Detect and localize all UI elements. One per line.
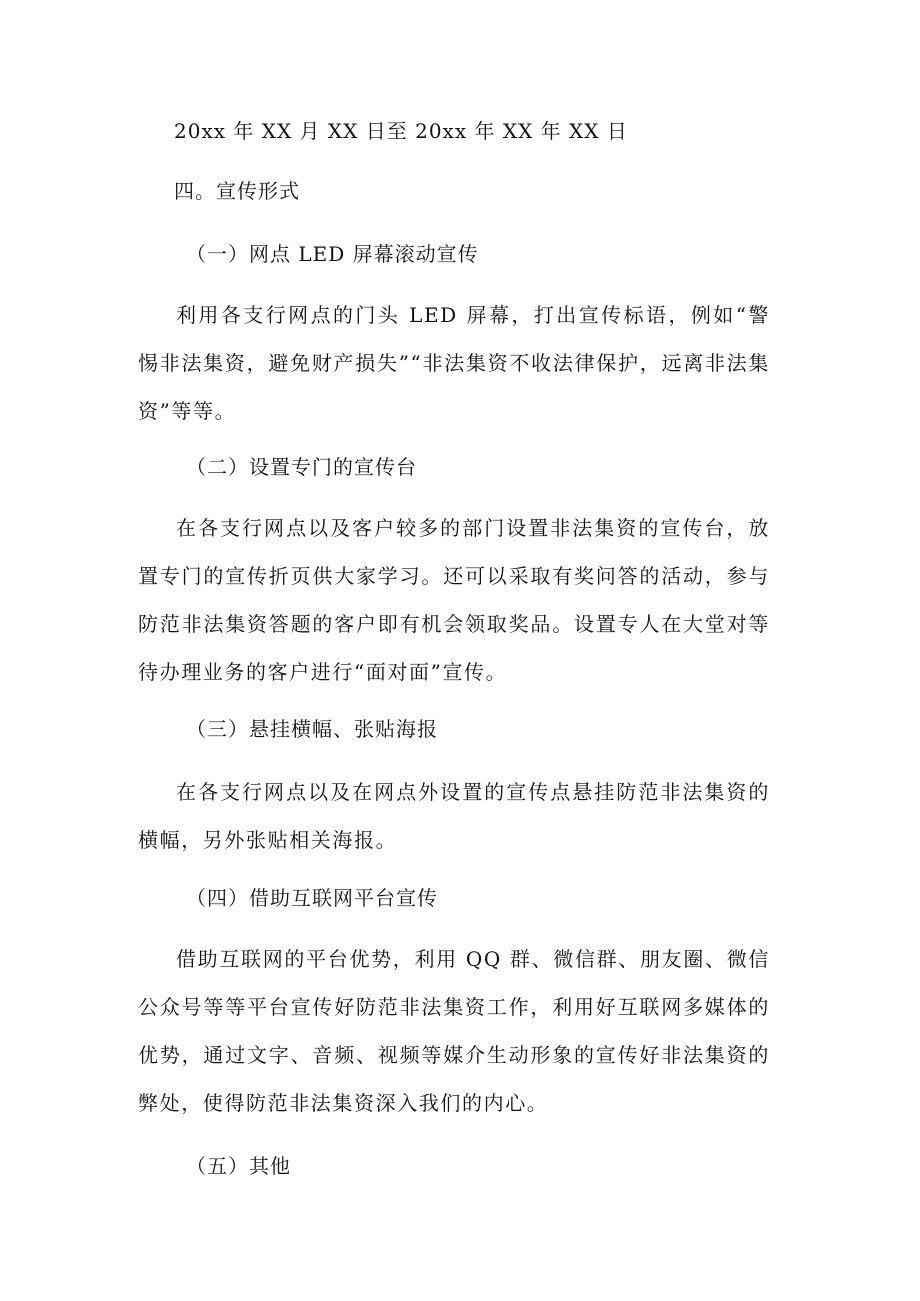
subheading-5: （五）其他 [186, 1154, 291, 1178]
subheading-4: （四）借助互联网平台宣传 [186, 886, 438, 910]
section-heading: 四。宣传形式 [174, 179, 300, 203]
subheading-1: （一）网点 LED 屏幕滚动宣传 [186, 242, 479, 266]
paragraph-2: 在各支行网点以及客户较多的部门设置非法集资的宣传台，放置专门的宣传折页供大家学习。还可以采取有奖问答的活动，参与防范非法集资答题的客户即有机会领取奖品。设置专人在大堂对等待办理业务的客户进行“面对面”宣传。 [138, 516, 770, 684]
paragraph-3: 在各支行网点以及在网点外设置的宣传点悬挂防范非法集资的横幅，另外张贴相关海报。 [138, 780, 770, 852]
subheading-2: （二）设置专门的宣传台 [186, 455, 417, 479]
date-range-line: 20xx 年 XX 月 XX 日至 20xx 年 XX 年 XX 日 [174, 119, 628, 143]
paragraph-4: 借助互联网的平台优势，利用 QQ 群、微信群、朋友圈、微信公众号等等平台宣传好防范非法集资工作，利用好互联网多媒体的优势，通过文字、音频、视频等媒介生动形象的宣传好非法集资的弊处，使得防范非法集资深入我们的内心。 [138, 947, 770, 1115]
subheading-3: （三）悬挂横幅、张贴海报 [186, 717, 438, 741]
paragraph-1: 利用各支行网点的门头 LED 屏幕，打出宣传标语，例如“警惕非法集资，避免财产损失”“非法集资不收法律保护，远离非法集资”等等。 [138, 303, 770, 423]
